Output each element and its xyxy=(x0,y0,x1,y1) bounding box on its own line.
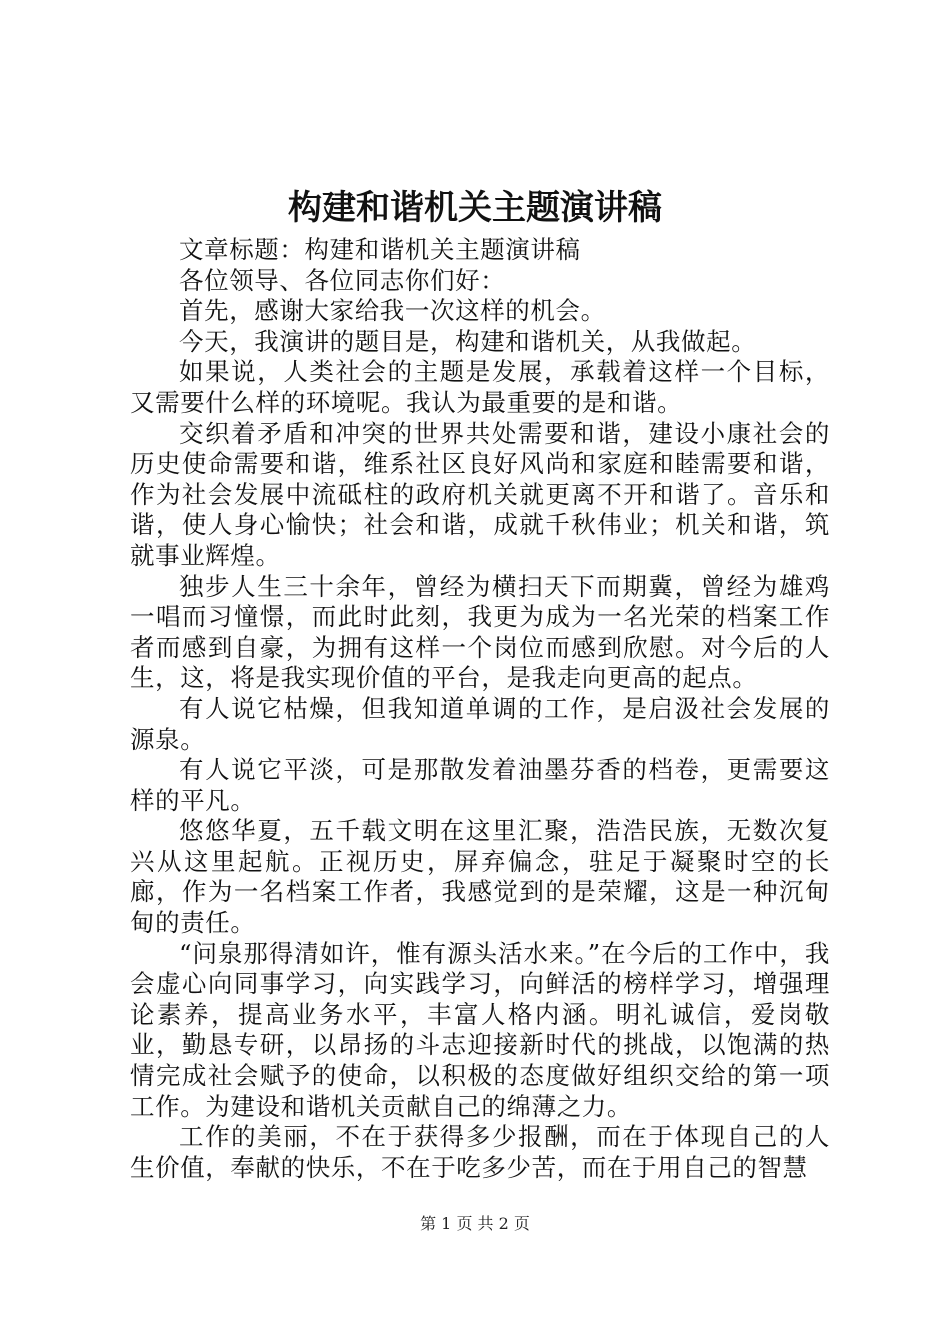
paragraph-article-title: 文章标题：构建和谐机关主题演讲稿 xyxy=(179,235,581,264)
paragraph-salutation: 各位领导、各位同志你们好： xyxy=(179,265,506,295)
paragraph: 悠悠华夏，五千载文明在这里汇聚，浩浩民族，无数次复兴从这里起航。正视历史，屏弃偏念，驻足于凝聚时空的长廊，作为一名档案工作者，我感觉到的是荣耀，这是一种沉甸甸的责任。 xyxy=(130,816,830,938)
paragraph: 今天，我演讲的题目是，构建和谐机关，从我做起。 xyxy=(179,326,757,356)
page-footer: 第 1 页 共 2 页 xyxy=(420,1214,530,1233)
paragraph: 独步人生三十余年，曾经为横扫天下而期冀，曾经为雄鸡一唱而习憧憬，而此时此刻，我更为成为一名光荣的档案工作者而感到自豪，为拥有这样一个岗位而感到欣慰。对今后的人生，这，将是我实现价值的平台，是我走向更高的起点。 xyxy=(130,571,830,693)
paragraph: 如果说，人类社会的主题是发展，承载着这样一个目标，又需要什么样的环境呢。我认为最重要的是和谐。 xyxy=(130,357,830,417)
paragraph: 有人说它平淡，可是那散发着油墨芬香的档卷，更需要这样的平凡。 xyxy=(130,755,830,815)
paragraph: 有人说它枯燥，但我知道单调的工作，是启汲社会发展的源泉。 xyxy=(130,693,830,754)
document-body xyxy=(130,235,830,1183)
paragraph: 工作的美丽，不在于获得多少报酬，而在于体现自己的人生价值，奉献的快乐，不在于吃多少苦，而在于用自己的智慧 xyxy=(130,1122,830,1182)
paragraph: 交织着矛盾和冲突的世界共处需要和谐，建设小康社会的历史使命需要和谐，维系社区良好风尚和家庭和睦需要和谐，作为社会发展中流砥柱的政府机关就更离不开和谐了。音乐和谐，使人身心愉快；社会和谐，成就千秋伟业；机关和谐，筑就事业辉煌。 xyxy=(130,418,830,570)
document-title: 构建和谐机关主题演讲稿 xyxy=(288,188,662,228)
paragraph: 首先，感谢大家给我一次这样的机会。 xyxy=(179,296,606,326)
paragraph: “问泉那得清如许，惟有源头活水来。”在今后的工作中，我会虚心向同事学习，向实践学习，向鲜活的榜样学习，增强理论素养，提高业务水平，丰富人格内涵。明礼诚信，爱岗敬业，勤恳专研，以昂扬的斗志迎接新时代的挑战，以饱满的热情完成社会赋予的使命，以积极的态度做好组织交给的第一项工作。为建设和谐机关贡献自己的绵薄之力。 xyxy=(130,938,830,1121)
